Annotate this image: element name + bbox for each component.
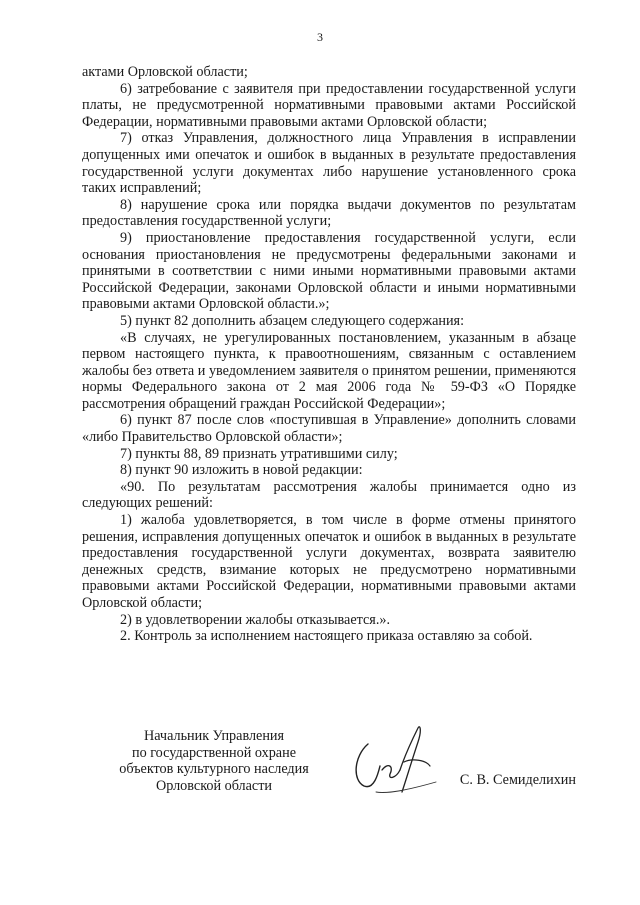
paragraph: 8) нарушение срока или порядка выдачи документов по результатам предоставления государственной услуги;: [82, 196, 576, 230]
paragraph: 8) пункт 90 изложить в новой редакции:: [120, 462, 363, 479]
signature-block: [82, 728, 576, 818]
paragraph: 6) затребование с заявителя при предоставлении государственной услуги платы, не предусмотренной нормативными правовыми актами Российской Федерации, нормативными правовыми актами Орловской области;: [82, 80, 576, 130]
signer-title-line: объектов культурного наследия: [119, 761, 309, 778]
paragraph: 2. Контроль за исполнением настоящего приказа оставляю за собой.: [120, 628, 533, 645]
paragraph: 1) жалоба удовлетворяется, в том числе в форме отмены принятого решения, исправления допущенных опечаток и ошибок в выданных в результате предоставления государственной услуги документах, возврата заявителю денежных средств, взимание которых не предусмотрено нормативными правовыми актами Российской Федерации, нормативными правовыми актами Орловской области;: [82, 512, 576, 611]
paragraph: 7) отказ Управления, должностного лица Управления в исправлении допущенных ими опечаток и ошибок в выданных в результате предоставления государственной услуги документах либо нарушение установленного срока таких исправлений;: [82, 130, 576, 197]
paragraph: 7) пункты 88, 89 признать утратившими силу;: [120, 445, 398, 462]
paragraph: 5) пункт 82 дополнить абзацем следующего содержания:: [120, 312, 465, 329]
handwritten-signature: [348, 722, 458, 802]
signer-title-line: Начальник Управления: [143, 728, 285, 744]
paragraph: 6) пункт 87 после слов «поступившая в Управление» дополнить словами «либо Правительство Орловской области»;: [82, 412, 576, 446]
paragraph: 2) в удовлетворении жалобы отказывается.».: [120, 611, 391, 628]
paragraph: «90. По результатам рассмотрения жалобы принимается одно из следующих решений:: [82, 478, 576, 512]
signer-title: [96, 728, 332, 794]
signer-name: С. В. Семиделихин: [459, 772, 576, 788]
signer-title-line: Орловской области: [155, 777, 273, 794]
paragraph: 9) приостановление предоставления государственной услуги, если основания приостановления не предусмотрены федеральными законами и принятыми в соответствии с ними иными нормативными правовыми актами Российской Федерации, законами Орловской области и иными нормативными правовыми актами Орловской области.»;: [82, 229, 576, 313]
document-body: [82, 64, 576, 645]
page-number: 3: [317, 30, 323, 44]
paragraph: «В случаях, не урегулированных постановлением, указанным в абзаце первом настоящего пункта, к правоотношениям, связанным с оставлением жалобы без ответа и уведомлением заявителя о принятом решении, применяются нормы Федерального закона от 2 мая 2006 года № 59-ФЗ «О Порядке рассмотрения обращений граждан Российской Федерации»;: [82, 329, 576, 412]
paragraph: актами Орловской области;: [82, 64, 248, 80]
signer-title-line: по государственной охране: [131, 744, 296, 761]
